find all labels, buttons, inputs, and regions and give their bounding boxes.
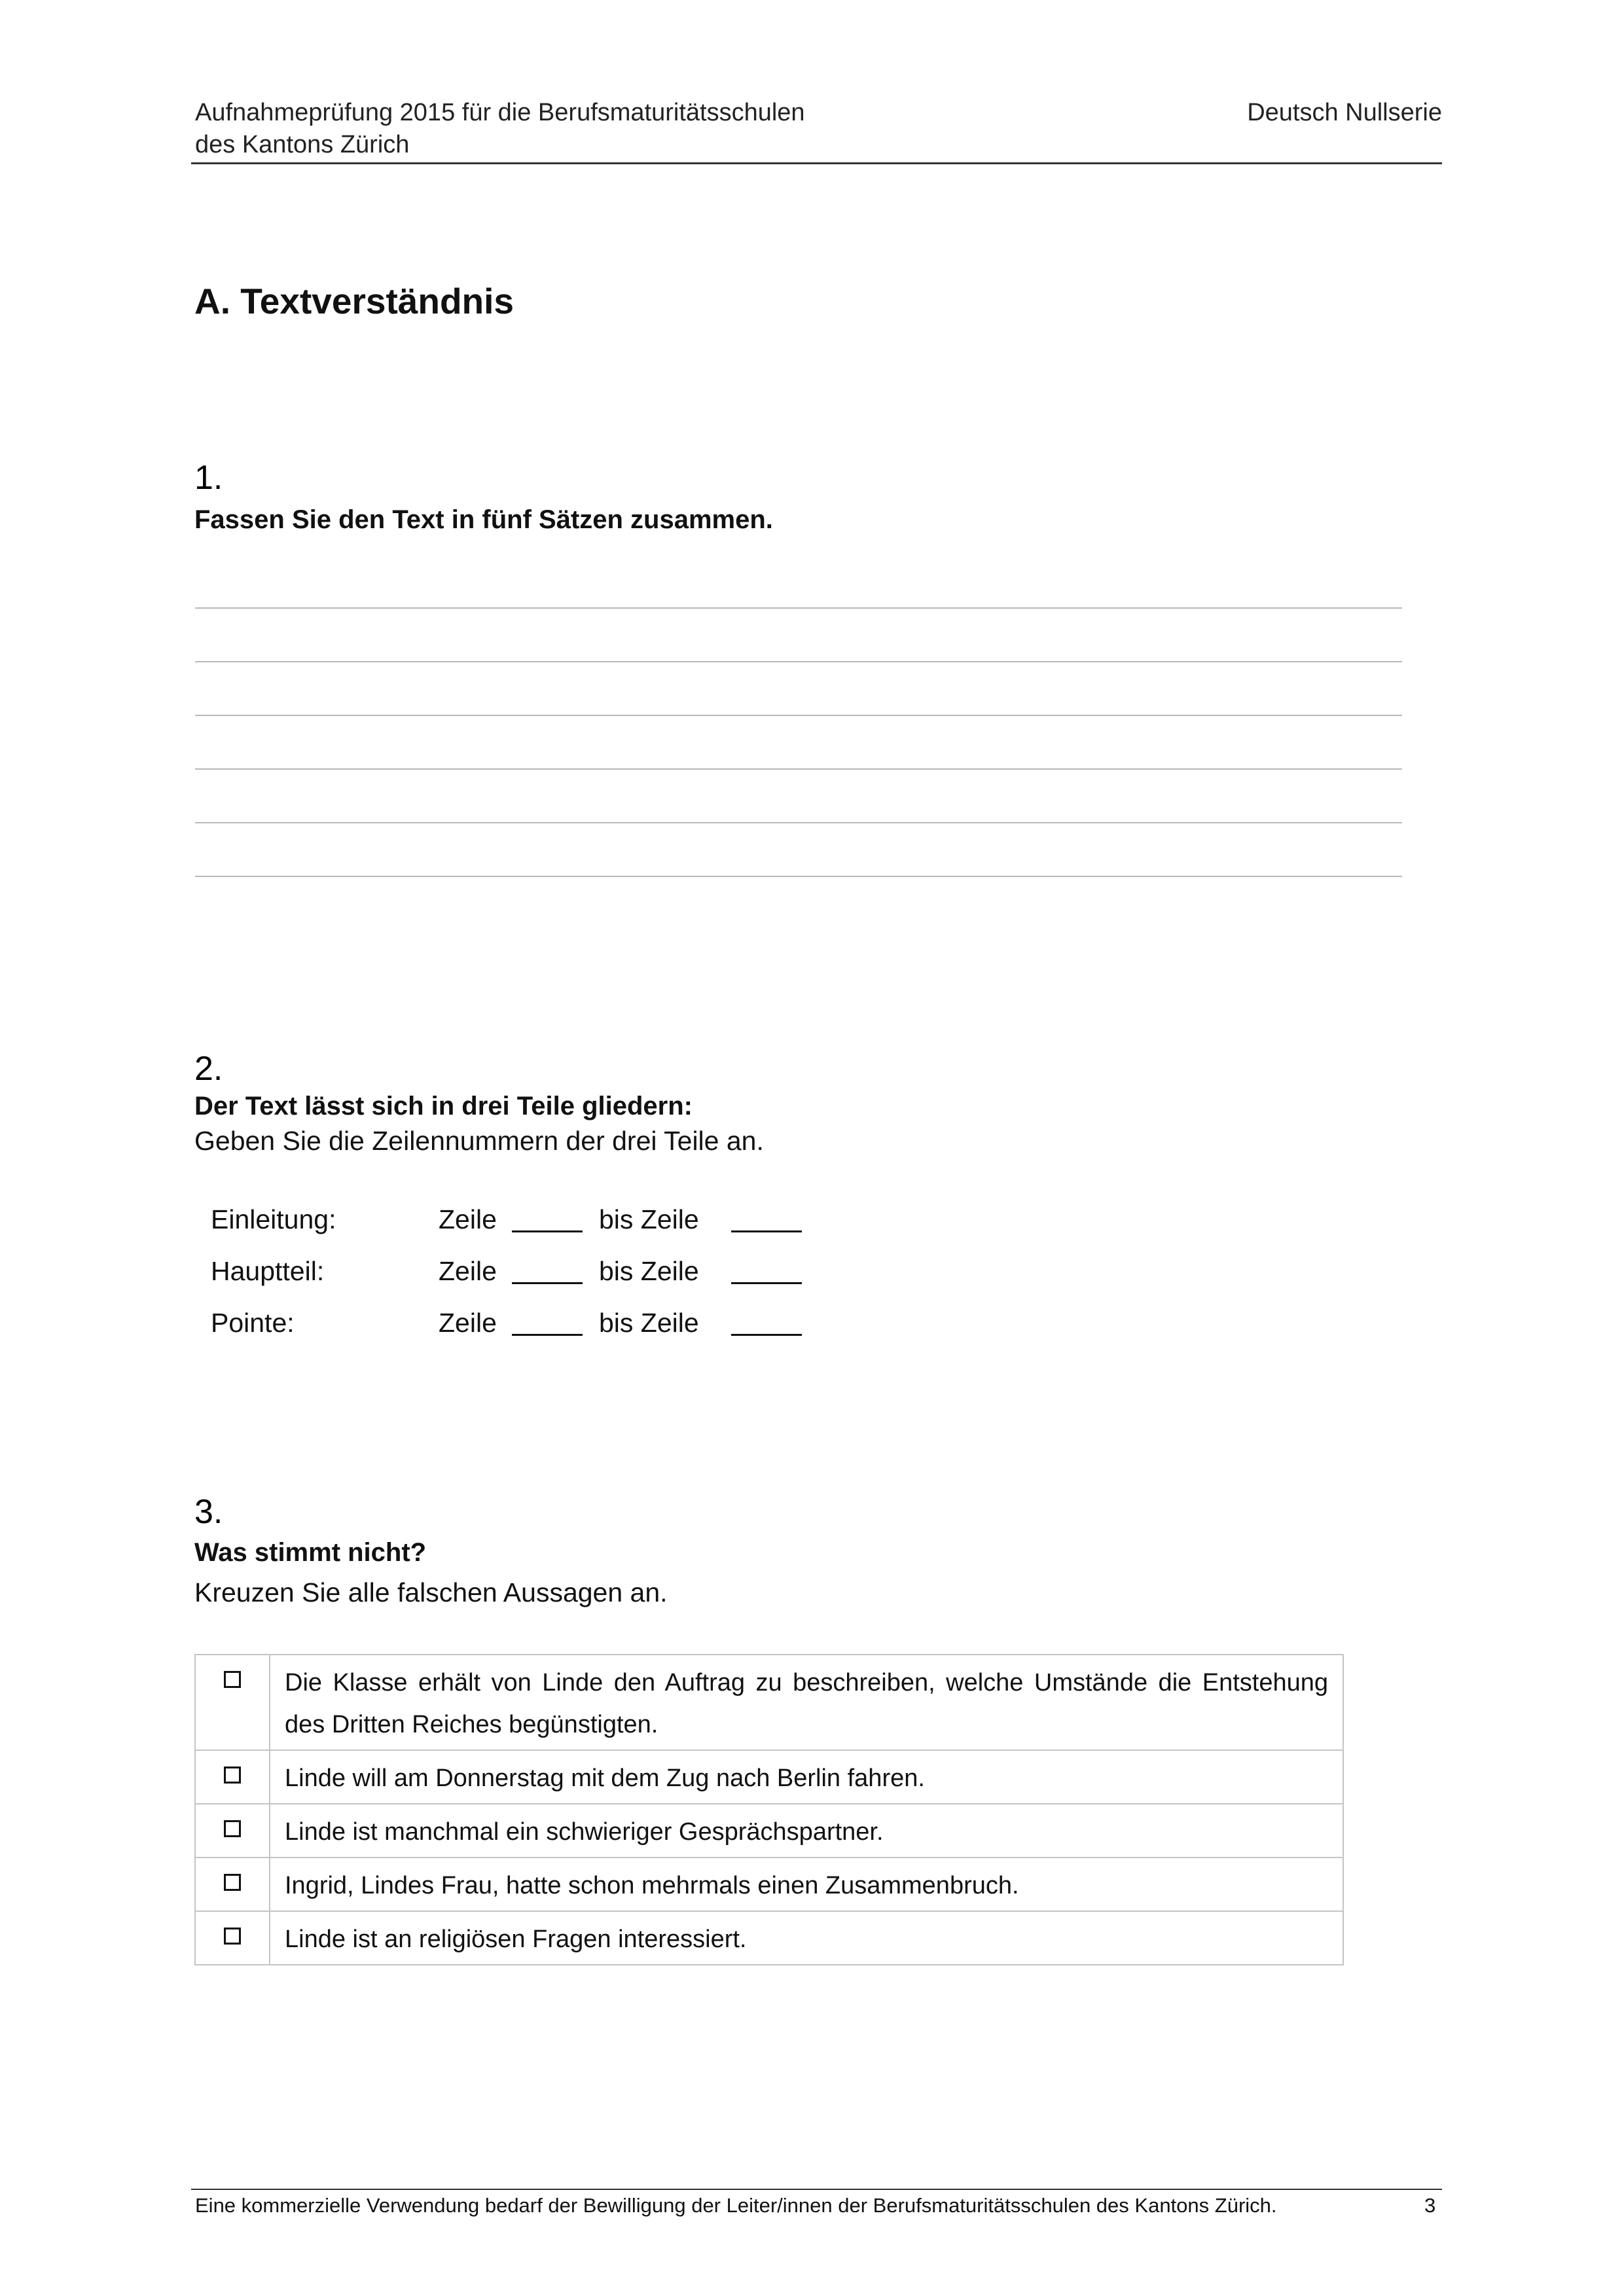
statement-text: Ingrid, Lindes Frau, hatte schon mehrmals einen Zusammenbruch. [270,1857,1343,1911]
end-line-blank[interactable] [731,1282,802,1284]
q3-prompt: Was stimmt nicht? [194,1538,427,1567]
checkbox-cell [195,1750,270,1804]
q2-row-label: Pointe: [211,1308,295,1338]
q2-row-label: Hauptteil: [211,1256,325,1286]
footer-text: Eine kommerzielle Verwendung bedarf der Bewilligung der Leiter/innen der Berufsmaturitätsschulen des Kantons Zürich. [195,2194,1277,2217]
answer-line[interactable] [195,661,1402,662]
q2-prompt: Der Text lässt sich in drei Teile gliedern: [194,1092,693,1121]
header-title [195,97,805,161]
section-title: A. Textverständnis [194,281,514,321]
answer-line[interactable] [195,822,1402,823]
header-subject: Deutsch Nullserie [1247,99,1442,126]
start-line-blank[interactable] [512,1230,583,1232]
q1-prompt: Fassen Sie den Text in fünf Sätzen zusammen. [194,505,773,534]
header-line-2: des Kantons Zürich [195,131,410,158]
answer-line[interactable] [195,715,1402,716]
q1-number: 1. [194,459,223,497]
checkbox-cell [195,1655,270,1750]
table-row [195,1911,1343,1965]
table-row [195,1655,1343,1750]
checkbox-cell [195,1911,270,1965]
bis-zeile-label: bis Zeile [599,1256,699,1286]
answer-line[interactable] [195,607,1402,609]
checkbox[interactable] [224,1767,241,1784]
zeile-label: Zeile [439,1256,497,1286]
statement-text: Linde will am Donnerstag mit dem Zug nach Berlin fahren. [270,1750,1343,1804]
start-line-blank[interactable] [512,1334,583,1336]
checkbox[interactable] [224,1928,241,1945]
q3-instruction: Kreuzen Sie alle falschen Aussagen an. [194,1577,668,1607]
table-row [195,1750,1343,1804]
statement-text: Linde ist manchmal ein schwieriger Gesprächspartner. [270,1804,1343,1857]
q2-number: 2. [194,1050,223,1088]
zeile-label: Zeile [439,1204,497,1234]
statements-table [194,1654,1344,1965]
statement-text: Die Klasse erhält von Linde den Auftrag zu beschreiben, welche Umstände die Entstehung des Dritten Reiches begünstigten. [270,1655,1343,1750]
footer-divider [191,2189,1442,2190]
statement-text: Linde ist an religiösen Fragen interessiert. [270,1911,1343,1965]
header-line-1: Aufnahmeprüfung 2015 für die Berufsmaturitätsschulen [195,99,805,126]
end-line-blank[interactable] [731,1334,802,1336]
checkbox[interactable] [224,1874,241,1891]
bis-zeile-label: bis Zeile [599,1204,699,1234]
checkbox-cell [195,1857,270,1911]
checkbox[interactable] [224,1671,241,1688]
start-line-blank[interactable] [512,1282,583,1284]
q3-number: 3. [194,1493,223,1531]
checkbox-cell [195,1804,270,1857]
answer-line[interactable] [195,876,1402,877]
table-row [195,1857,1343,1911]
bis-zeile-label: bis Zeile [599,1308,699,1338]
q2-row-label: Einleitung: [211,1204,336,1234]
checkbox[interactable] [224,1820,241,1837]
header-divider [191,162,1442,164]
end-line-blank[interactable] [731,1230,802,1232]
q2-instruction: Geben Sie die Zeilennummern der drei Teile an. [194,1126,764,1156]
page-number: 3 [1424,2194,1436,2217]
answer-line[interactable] [195,768,1402,770]
table-row [195,1804,1343,1857]
zeile-label: Zeile [439,1308,497,1338]
